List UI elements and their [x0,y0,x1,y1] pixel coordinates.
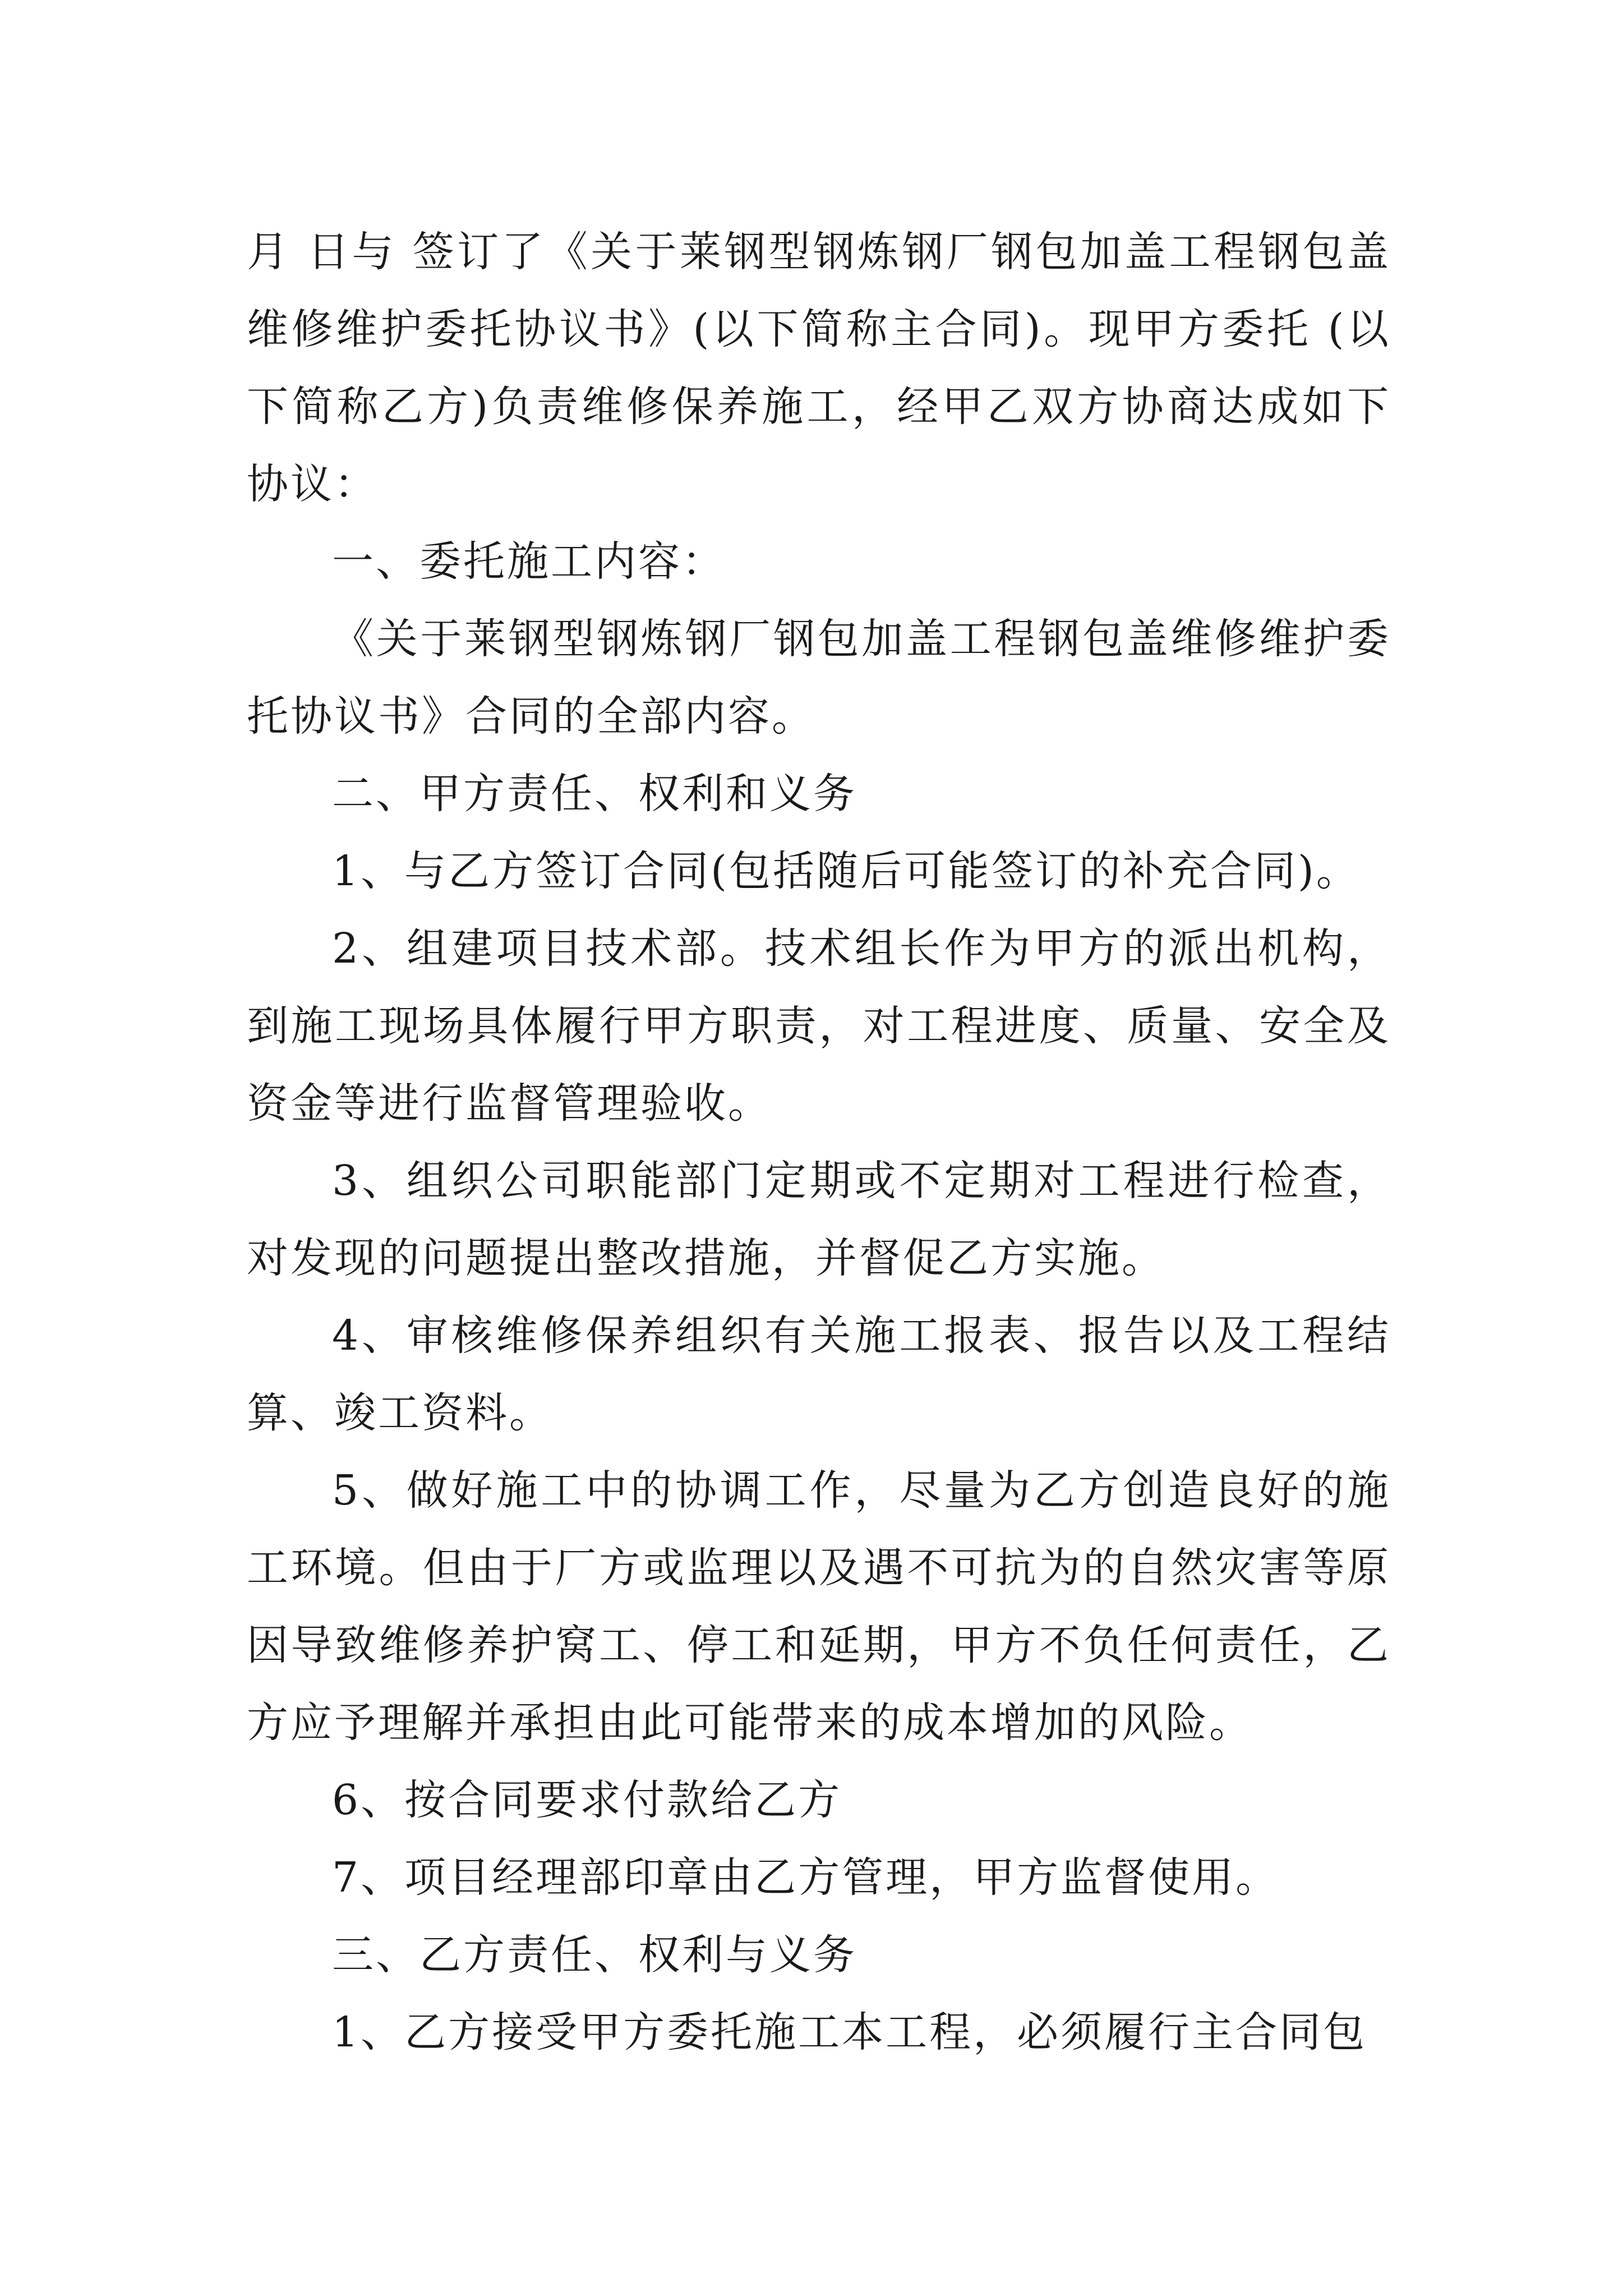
section-heading-1: 一、委托施工内容： [332,537,726,586]
section-heading-3: 三、乙方责任、权利与义务 [332,1931,857,1979]
paragraph-content: 《关于莱钢型钢炼钢厂钢包加盖工程钢包盖维修维护委托协议书》合同的全部内容。 [247,615,1391,740]
list-item: 1、乙方接受甲方委托施工本工程，必须履行主合同包 [332,2008,1367,2056]
list-item: 2、组建项目技术部。技术组长作为甲方的派出机构，到施工现场具体履行甲方职责，对工程进度、质量、安全及资金等进行监督管理验收。 [247,924,1391,1128]
paragraph-intro: 月 日与 签订了《关于莱钢型钢炼钢厂钢包加盖工程钢包盖维修维护委托协议书》(以下简称主合同)。现甲方委托 (以下简称乙方)负责维修保养施工，经甲乙双方协商达成如下协议： [247,228,1391,508]
list-item: 3、组织公司职能部门定期或不定期对工程进行检查，对发现的问题提出整改措施，并督促乙方实施。 [247,1157,1391,1282]
list-item: 6、按合同要求付款给乙方 [332,1776,842,1824]
list-item: 5、做好施工中的协调工作，尽量为乙方创造良好的施工环境。但由于厂方或监理以及遇不可抗为的自然灾害等原因导致维修养护窝工、停工和延期，甲方不负任何责任，乙方应予理解并承担由此可能带来的成本增加的风险。 [247,1466,1391,1747]
section-heading-2: 二、甲方责任、权利和义务 [332,770,857,818]
list-item: 4、审核维修保养组织有关施工报表、报告以及工程结算、竣工资料。 [247,1312,1391,1437]
list-item: 1、与乙方签订合同(包括随后可能签订的补充合同)。 [332,847,1360,895]
list-item: 7、项目经理部印章由乙方管理，甲方监督使用。 [332,1853,1280,1902]
document-body [247,213,1391,2071]
